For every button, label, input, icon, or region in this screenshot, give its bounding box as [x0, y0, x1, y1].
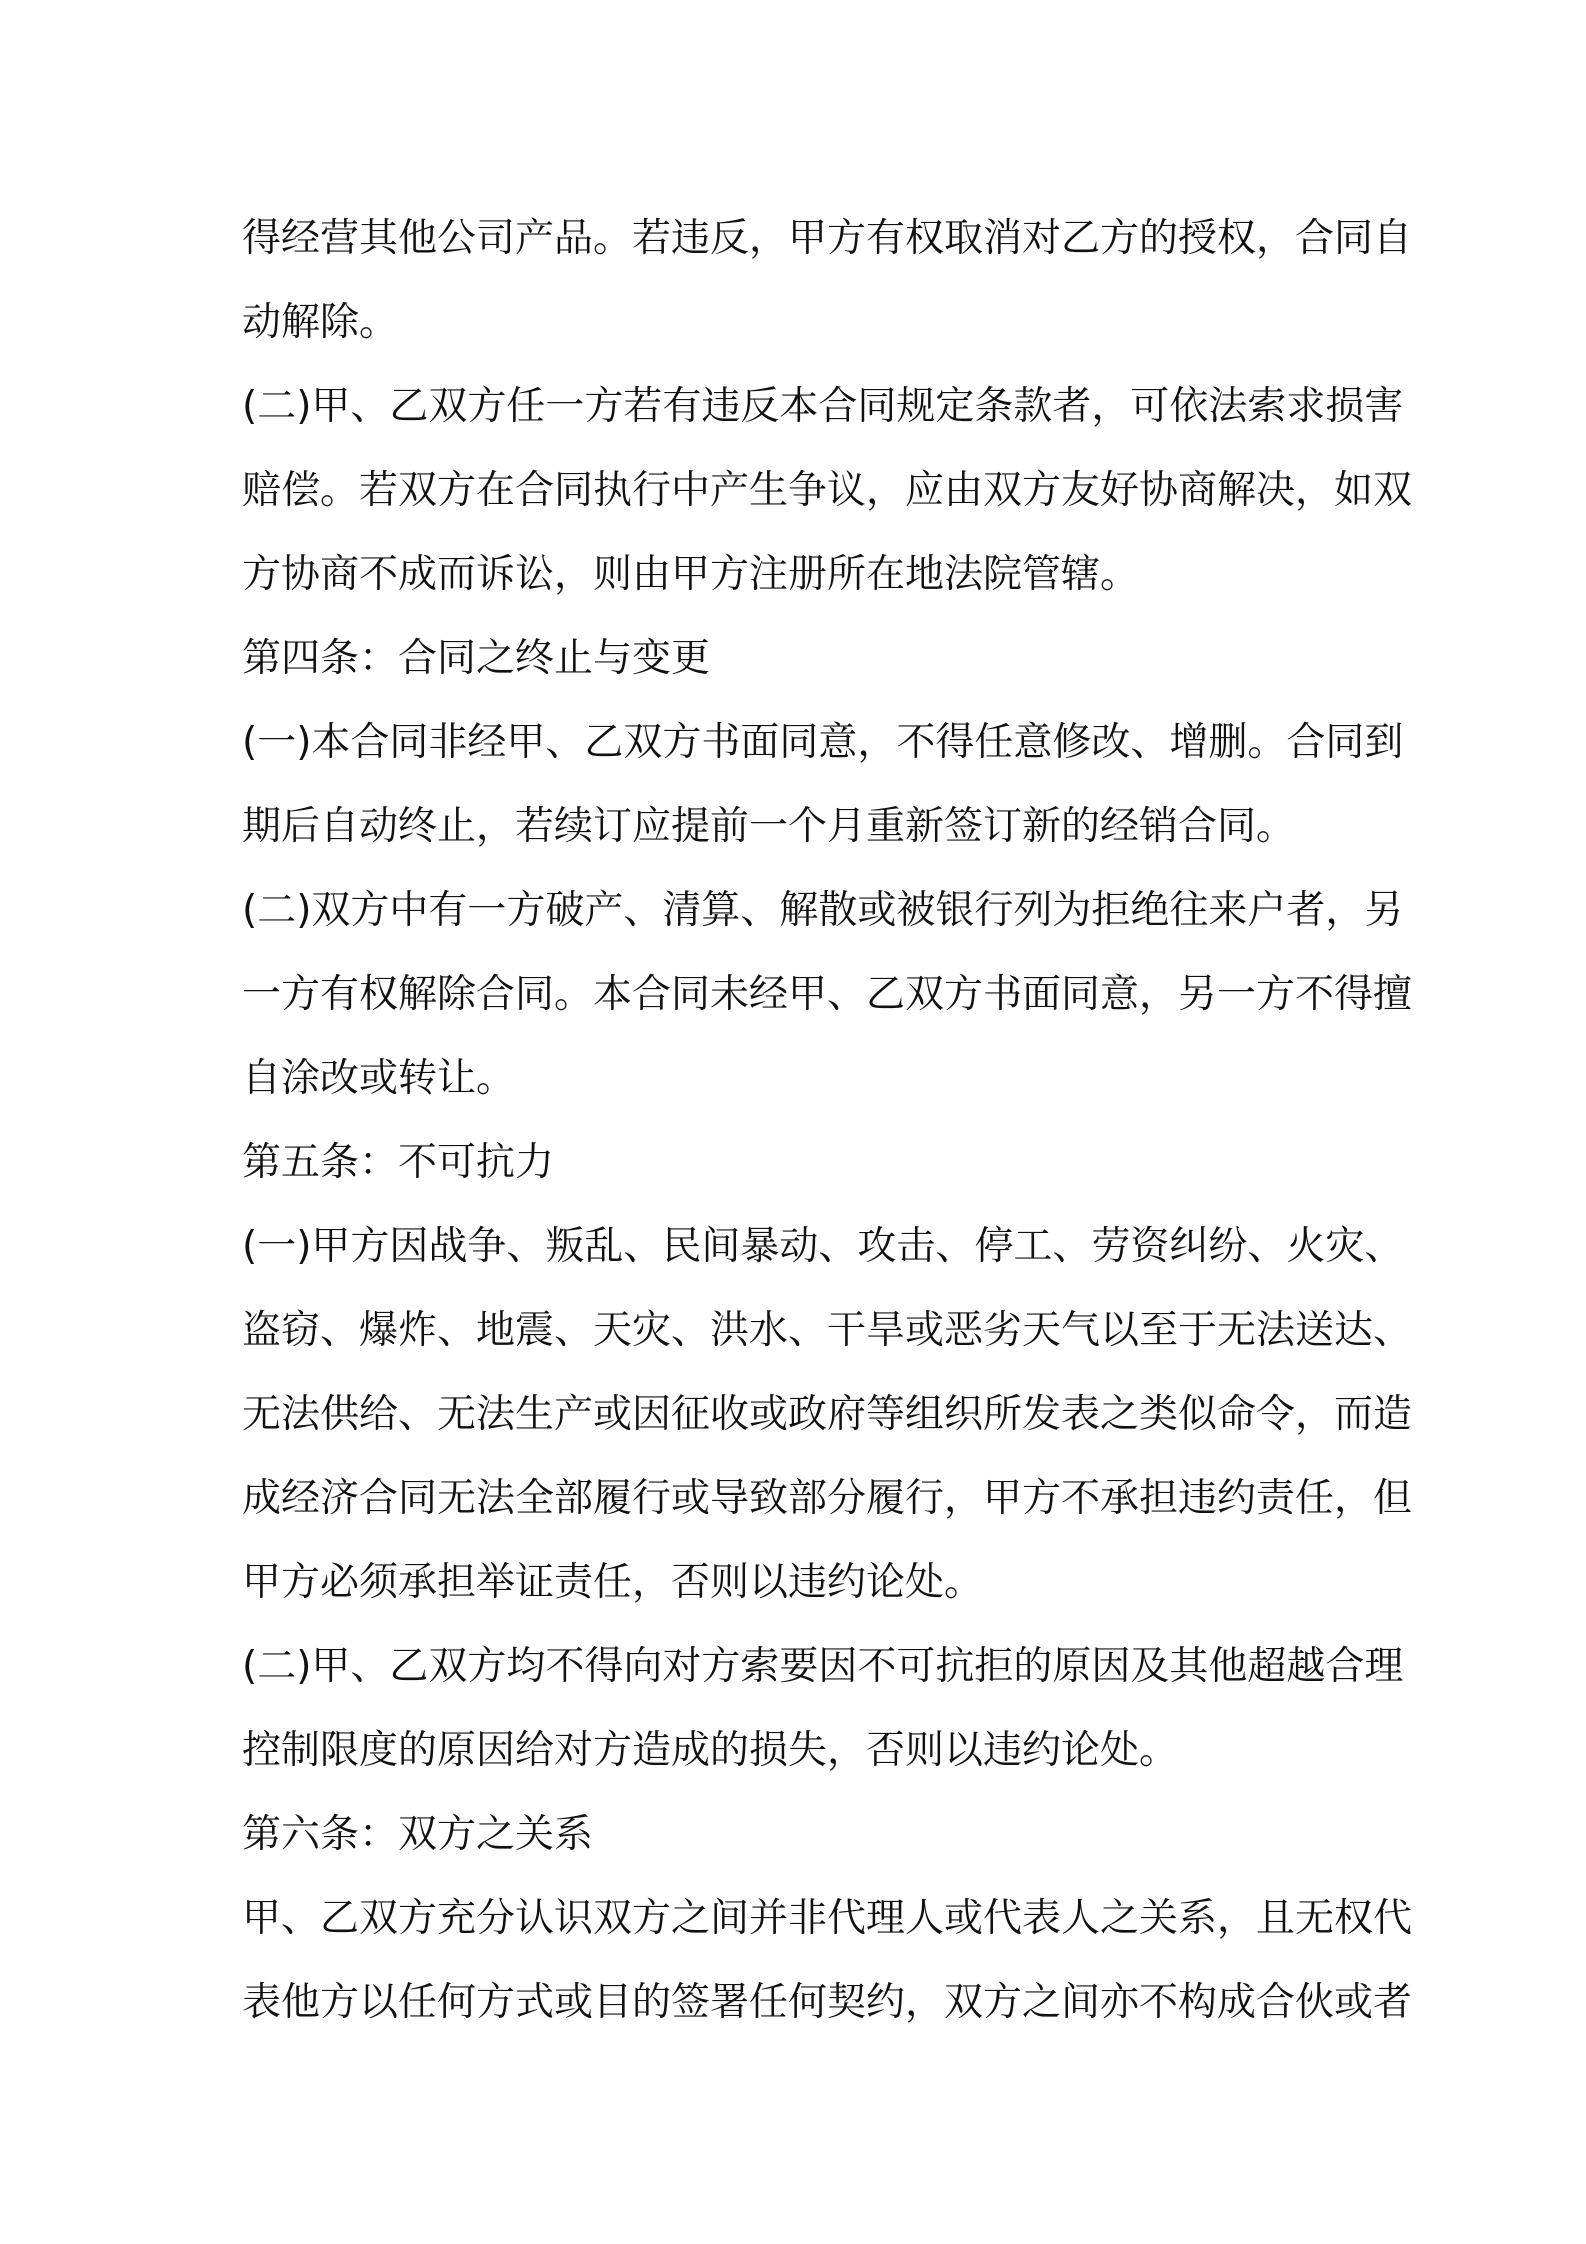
article-6-heading: [242, 1793, 1362, 1877]
text-line: (一)甲方因战争、叛乱、民间暴动、攻击、停工、劳资纠纷、火灾、: [242, 1224, 1404, 1269]
text-line: 方协商不成而诉讼，则由甲方注册所在地法院管辖。: [242, 552, 1140, 597]
text-line: 期后自动终止，若续订应提前一个月重新签订新的经销合同。: [242, 804, 1296, 849]
text-line: 盗窃、爆炸、地震、天灾、洪水、干旱或恶劣天气以至于无法送达、: [242, 1308, 1413, 1353]
text-line: 赔偿。若双方在合同执行中产生争议，应由双方友好协商解决，如双: [242, 468, 1413, 513]
heading-text: 第五条：不可抗力: [242, 1140, 555, 1185]
heading-text: 第六条：双方之关系: [242, 1812, 594, 1857]
text-line: 甲方必须承担举证责任，否则以违约论处。: [242, 1560, 984, 1605]
paragraph-force-majeure-1: [242, 1205, 1413, 1625]
paragraph-relationship: [242, 1877, 1413, 2045]
text-line: 自涂改或转让。: [242, 1056, 516, 1101]
text-line: 控制限度的原因给对方造成的损失，否则以违约论处。: [242, 1728, 1179, 1773]
document-body: [242, 197, 1413, 2045]
text-line: (一)本合同非经甲、乙双方书面同意，不得任意修改、增删。合同到: [242, 720, 1404, 765]
text-line: 无法供给、无法生产或因征收或政府等组织所发表之类似命令，而造: [242, 1392, 1413, 1437]
text-line: 甲、乙双方充分认识双方之间并非代理人或代表人之关系，且无权代: [242, 1896, 1413, 1941]
text-line: (二)甲、乙双方均不得向对方索要因不可抗拒的原因及其他超越合理: [242, 1644, 1404, 1689]
paragraph-termination-1: [242, 701, 1404, 869]
paragraph-compensation-clause: [242, 365, 1413, 617]
paragraph-force-majeure-2: [242, 1625, 1404, 1793]
paragraph-termination-2: [242, 869, 1413, 1121]
article-4-heading: [242, 617, 1362, 701]
text-line: (二)双方中有一方破产、清算、解散或被银行列为拒绝往来户者，另: [242, 888, 1404, 933]
text-line: 成经济合同无法全部履行或导致部分履行，甲方不承担违约责任，但: [242, 1476, 1413, 1521]
paragraph-continuation-authorization: [242, 197, 1413, 365]
text-line: 动解除。: [242, 300, 399, 345]
text-line: (二)甲、乙双方任一方若有违反本合同规定条款者，可依法索求损害: [242, 384, 1404, 429]
text-line: 得经营其他公司产品。若违反，甲方有权取消对乙方的授权，合同自: [242, 216, 1413, 261]
text-line: 一方有权解除合同。本合同未经甲、乙双方书面同意，另一方不得擅: [242, 972, 1413, 1017]
heading-text: 第四条：合同之终止与变更: [242, 636, 711, 681]
text-line: 表他方以任何方式或目的签署任何契约，双方之间亦不构成合伙或者: [242, 1980, 1413, 2025]
article-5-heading: [242, 1121, 1362, 1205]
